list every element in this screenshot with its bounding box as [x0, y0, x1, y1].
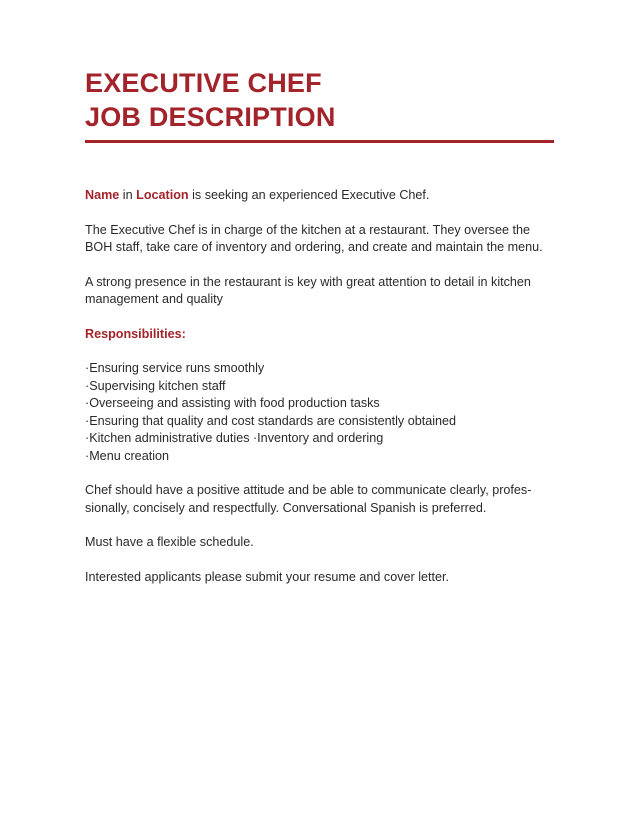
location-placeholder: Location — [136, 188, 189, 202]
list-item: ·Kitchen administrative duties ·Inventory and ordering — [85, 431, 384, 445]
intro-paragraph — [85, 187, 555, 205]
company-name-placeholder: Name — [85, 188, 120, 202]
list-item: ·Overseeing and assisting with food production tasks — [85, 396, 380, 410]
title-line-2: JOB DESCRIPTION — [85, 102, 336, 132]
attitude-paragraph: Chef should have a positive attitude and be able to communicate clearly, profes-sionally, concisely and respectfully. Conversational Spanish is preferred. — [85, 483, 532, 515]
apply-paragraph: Interested applicants please submit your resume and cover letter. — [85, 569, 450, 584]
schedule-paragraph: Must have a flexible schedule. — [85, 535, 254, 549]
intro-in-text: in — [119, 188, 137, 202]
responsibilities-heading: Responsibilities: — [85, 326, 186, 341]
role-summary-paragraph: The Executive Chef is in charge of the kitchen at a restaurant. They oversee the BOH staff, take care of inventory and ordering, and create and maintain the menu. — [85, 222, 543, 254]
list-item: ·Ensuring that quality and cost standards are consistently obtained — [85, 413, 457, 428]
list-item: ·Ensuring service runs smoothly — [85, 361, 265, 375]
document-page — [85, 66, 555, 586]
intro-rest-text: is seeking an experienced Executive Chef. — [188, 188, 430, 202]
list-item: ·Supervising kitchen staff — [85, 378, 226, 393]
title-divider — [85, 140, 554, 143]
document-title — [85, 66, 555, 134]
responsibilities-list — [85, 360, 555, 465]
title-line-1: EXECUTIVE CHEF — [85, 68, 322, 98]
list-item: ·Menu creation — [85, 448, 169, 463]
presence-paragraph: A strong presence in the restaurant is key with great attention to detail in kitchen management and quality — [85, 274, 531, 306]
